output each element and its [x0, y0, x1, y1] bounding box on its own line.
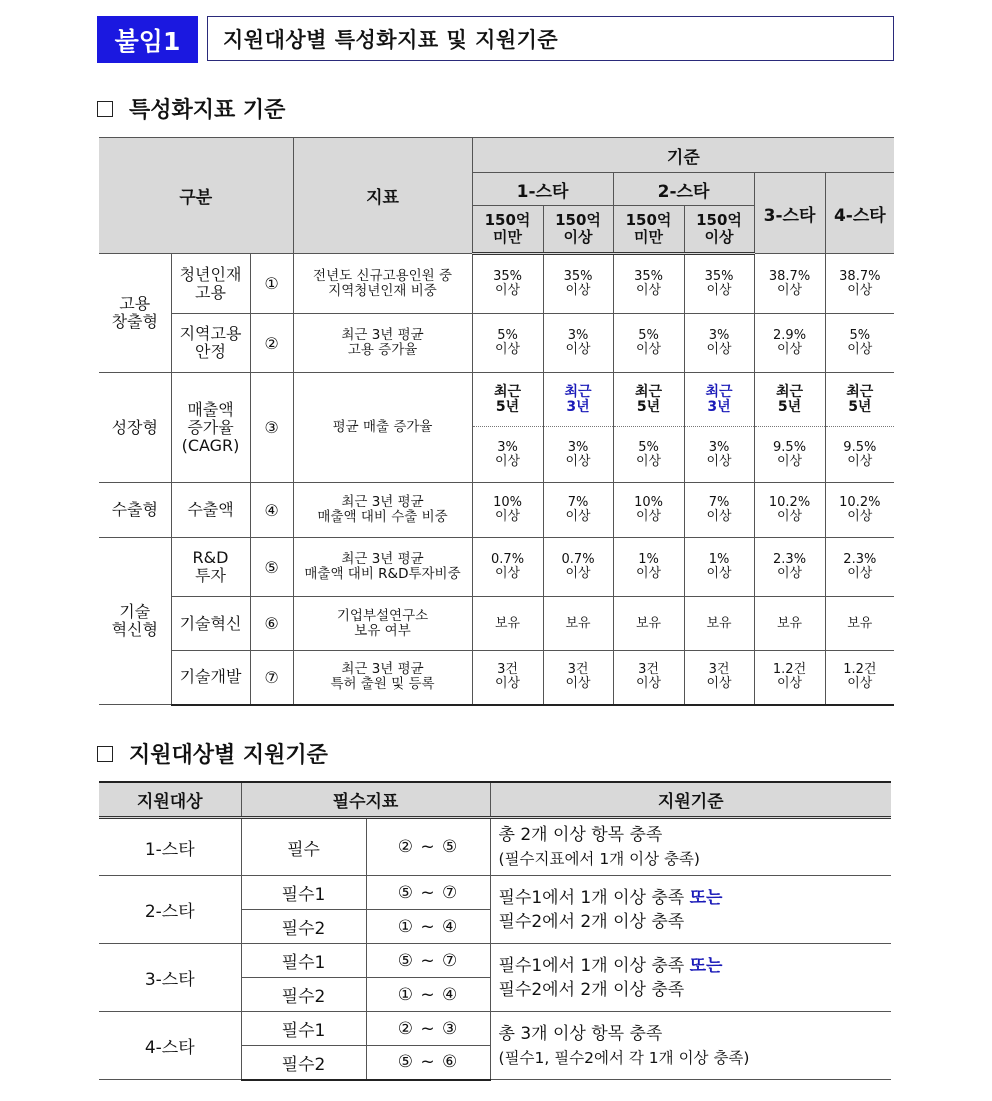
- value-cell: 3% 이상: [684, 314, 754, 373]
- indicator-desc: 평균 매출 증가율: [293, 373, 472, 483]
- indicator-name: 기술혁신: [171, 597, 250, 651]
- value-cell: 38.7% 이상: [754, 254, 825, 314]
- group-growth: 성장형: [99, 373, 171, 483]
- indicator-name: 청년인재 고용: [171, 254, 250, 314]
- table-row: [99, 483, 894, 538]
- value-cell: 2.9% 이상: [754, 314, 825, 373]
- table-header-row: [99, 138, 894, 173]
- value-cell: 보유: [825, 597, 894, 651]
- value-cell: 38.7% 이상: [825, 254, 894, 314]
- table-row: [99, 254, 894, 314]
- table-row: [99, 818, 891, 876]
- header-star2-under: 150억 미만: [613, 206, 684, 254]
- required-range: ① ~ ④: [366, 910, 490, 944]
- section2-title: [97, 738, 328, 769]
- value-cell: 9.5% 이상: [754, 427, 825, 483]
- indicator-desc: 최근 3년 평균 매출액 대비 수출 비중: [293, 483, 472, 538]
- header-star1-under: 150억 미만: [472, 206, 543, 254]
- table-row: [99, 876, 891, 910]
- value-cell: 9.5% 이상: [825, 427, 894, 483]
- indicator-desc: 전년도 신규고용인원 중 지역청년인재 비중: [293, 254, 472, 314]
- value-cell: 3% 이상: [684, 427, 754, 483]
- target-cell: 1-스타: [99, 818, 241, 876]
- header-star4: 4-스타: [825, 173, 894, 254]
- required-label: 필수1: [241, 876, 366, 910]
- header-gijun: 기준: [472, 138, 894, 173]
- appendix-badge: 붙임1: [97, 16, 198, 63]
- value-cell: 보유: [684, 597, 754, 651]
- indicator-number: ①: [250, 254, 293, 314]
- section1-title: [97, 93, 285, 124]
- value-cell: 10% 이상: [613, 483, 684, 538]
- indicator-criteria-table: [99, 137, 894, 706]
- value-cell: 35% 이상: [684, 254, 754, 314]
- header-star2-over: 150억 이상: [684, 206, 754, 254]
- value-cell: 35% 이상: [613, 254, 684, 314]
- value-cell: 3건 이상: [684, 651, 754, 705]
- group-employment: 고용 창출형: [99, 254, 171, 373]
- required-label: 필수2: [241, 978, 366, 1012]
- required-label: 필수: [241, 818, 366, 876]
- header-target: 지원대상: [99, 782, 241, 818]
- period-cell: 최근 5년: [613, 373, 684, 427]
- value-cell: 7% 이상: [543, 483, 613, 538]
- value-cell: 3% 이상: [472, 427, 543, 483]
- indicator-name: R&D 투자: [171, 538, 250, 597]
- table-row: [99, 651, 894, 705]
- header-star1: 1-스타: [472, 173, 613, 206]
- period-cell: 최근 3년: [684, 373, 754, 427]
- indicator-number: ④: [250, 483, 293, 538]
- header-gubun: 구분: [99, 138, 293, 254]
- criteria-cell: 필수1에서 1개 이상 충족 또는 필수2에서 2개 이상 충족: [490, 876, 891, 944]
- value-cell: 보유: [543, 597, 613, 651]
- value-cell: 3건 이상: [613, 651, 684, 705]
- value-cell: 1% 이상: [613, 538, 684, 597]
- indicator-number: ⑥: [250, 597, 293, 651]
- period-cell: 최근 3년: [543, 373, 613, 427]
- header-star2: 2-스타: [613, 173, 754, 206]
- support-criteria-table: [99, 781, 891, 1081]
- value-cell: 5% 이상: [825, 314, 894, 373]
- section2-title-text: 지원대상별 지원기준: [129, 743, 328, 768]
- header-required: 필수지표: [241, 782, 490, 818]
- group-export: 수출형: [99, 483, 171, 538]
- table-header-row: [99, 782, 891, 818]
- value-cell: 2.3% 이상: [754, 538, 825, 597]
- table-row: [99, 314, 894, 373]
- table-row: [99, 944, 891, 978]
- required-label: 필수1: [241, 944, 366, 978]
- checkbox-square-icon: [97, 101, 113, 117]
- value-cell: 10.2% 이상: [754, 483, 825, 538]
- value-cell: 1% 이상: [684, 538, 754, 597]
- value-cell: 보유: [754, 597, 825, 651]
- criteria-cell: 총 3개 이상 항목 충족 (필수1, 필수2에서 각 1개 이상 충족): [490, 1012, 891, 1080]
- criteria-cell: 총 2개 이상 항목 충족 (필수지표에서 1개 이상 충족): [490, 818, 891, 876]
- target-cell: 2-스타: [99, 876, 241, 944]
- value-cell: 10% 이상: [472, 483, 543, 538]
- indicator-name: 기술개발: [171, 651, 250, 705]
- section1-title-text: 특성화지표 기준: [129, 98, 286, 123]
- required-range: ⑤ ~ ⑦: [366, 876, 490, 910]
- group-tech: 기술 혁신형: [99, 538, 171, 705]
- value-cell: 3% 이상: [543, 427, 613, 483]
- indicator-name: 수출액: [171, 483, 250, 538]
- value-cell: 1.2건 이상: [754, 651, 825, 705]
- indicator-name: 지역고용 안정: [171, 314, 250, 373]
- required-range: ⑤ ~ ⑦: [366, 944, 490, 978]
- value-cell: 1.2건 이상: [825, 651, 894, 705]
- indicator-desc: 최근 3년 평균 특허 출원 및 등록: [293, 651, 472, 705]
- value-cell: 5% 이상: [613, 314, 684, 373]
- target-cell: 4-스타: [99, 1012, 241, 1080]
- value-cell: 35% 이상: [472, 254, 543, 314]
- period-cell: 최근 5년: [754, 373, 825, 427]
- indicator-desc: 기업부설연구소 보유 여부: [293, 597, 472, 651]
- table-row: [99, 1012, 891, 1046]
- required-range: ⑤ ~ ⑥: [366, 1046, 490, 1080]
- period-cell: 최근 5년: [825, 373, 894, 427]
- header-jipyo: 지표: [293, 138, 472, 254]
- value-cell: 2.3% 이상: [825, 538, 894, 597]
- required-range: ① ~ ④: [366, 978, 490, 1012]
- indicator-number: ②: [250, 314, 293, 373]
- value-cell: 0.7% 이상: [472, 538, 543, 597]
- value-cell: 10.2% 이상: [825, 483, 894, 538]
- indicator-desc: 최근 3년 평균 매출액 대비 R&D투자비중: [293, 538, 472, 597]
- indicator-number: ⑦: [250, 651, 293, 705]
- value-cell: 보유: [472, 597, 543, 651]
- required-label: 필수2: [241, 910, 366, 944]
- target-cell: 3-스타: [99, 944, 241, 1012]
- indicator-name: 매출액 증가율 (CAGR): [171, 373, 250, 483]
- value-cell: 3% 이상: [543, 314, 613, 373]
- value-cell: 35% 이상: [543, 254, 613, 314]
- period-cell: 최근 5년: [472, 373, 543, 427]
- indicator-number: ③: [250, 373, 293, 483]
- value-cell: 5% 이상: [472, 314, 543, 373]
- required-range: ② ~ ③: [366, 1012, 490, 1046]
- checkbox-square-icon: [97, 746, 113, 762]
- table-row: [99, 373, 894, 427]
- value-cell: 보유: [613, 597, 684, 651]
- value-cell: 7% 이상: [684, 483, 754, 538]
- header-star1-over: 150억 이상: [543, 206, 613, 254]
- table-row: [99, 597, 894, 651]
- page-title: 지원대상별 특성화지표 및 지원기준: [207, 16, 894, 61]
- indicator-desc: 최근 3년 평균 고용 증가율: [293, 314, 472, 373]
- required-range: ② ~ ⑤: [366, 818, 490, 876]
- header-star3: 3-스타: [754, 173, 825, 254]
- header-criteria: 지원기준: [490, 782, 891, 818]
- indicator-number: ⑤: [250, 538, 293, 597]
- value-cell: 3건 이상: [543, 651, 613, 705]
- value-cell: 5% 이상: [613, 427, 684, 483]
- required-label: 필수2: [241, 1046, 366, 1080]
- table-row: [99, 538, 894, 597]
- required-label: 필수1: [241, 1012, 366, 1046]
- criteria-cell: 필수1에서 1개 이상 충족 또는 필수2에서 2개 이상 충족: [490, 944, 891, 1012]
- value-cell: 0.7% 이상: [543, 538, 613, 597]
- value-cell: 3건 이상: [472, 651, 543, 705]
